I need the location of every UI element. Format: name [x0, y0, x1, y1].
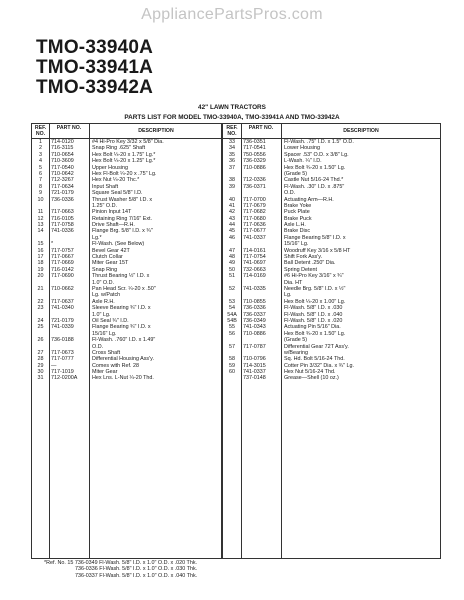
part-no-cell: 714-0169 — [243, 273, 266, 280]
ref-no-cell: 49 — [229, 260, 235, 267]
header-part-no: PART NO. — [56, 125, 82, 131]
ref-no-cell: 27 — [37, 349, 44, 356]
part-no-cell: 717-0634 — [51, 183, 74, 190]
description-cell: 15/16" Lg. — [92, 330, 117, 337]
part-no-cell: 717-0777 — [51, 356, 74, 363]
ref-no-cell: 58 — [229, 356, 235, 363]
part-no-cell: 736-0336 — [243, 305, 266, 312]
ref-no-cell: 55 — [229, 324, 235, 331]
ref-no-cell: 53 — [229, 298, 235, 305]
part-no-cell: 710-0886 — [243, 330, 266, 337]
parts-list-title: PARTS LIST FOR MODEL TMO-33940A, TMO-33941A AND TMO-33942A — [124, 114, 340, 121]
ref-no-cell: 26 — [37, 337, 44, 344]
ref-no-cell: 48 — [229, 254, 235, 261]
description-cell: (Grade 5) — [284, 170, 308, 177]
part-no-cell: 712-0200A — [51, 375, 78, 382]
ref-no-cell: 37 — [229, 164, 235, 171]
ref-no-cell: 36 — [229, 158, 235, 165]
ref-no-cell: 2 — [39, 145, 42, 152]
footnote-line: 736-0336 Fl-Wash. 5/8" I.D. x 1.0" O.D. x .030 Thk. — [75, 566, 198, 573]
description-cell: 15/16" Lg. — [284, 241, 309, 248]
part-no-cell: 717-0757 — [51, 247, 74, 254]
description-cell: Fl-Wash. (See Below) — [92, 241, 145, 248]
ref-no-cell: 52 — [229, 285, 235, 292]
part-no-cell: 717-0700 — [243, 196, 266, 203]
header-ref-no: REF. NO. — [226, 125, 238, 137]
description-cell: O.D. — [284, 190, 296, 197]
ref-no-cell: 7 — [39, 177, 42, 184]
part-no-cell: 717-0667 — [51, 254, 74, 261]
description-cell: Flange Bearing 5/8" I.D. x — [284, 234, 346, 241]
description-cell: Cross Shaft — [92, 349, 121, 356]
part-no-cell: 736-0351 — [243, 139, 266, 145]
part-no-cell: 714-3015 — [243, 362, 266, 369]
part-no-cell: 717-0680 — [243, 215, 266, 222]
footnote-line: 736-0337 Fl-Wash. 5/8" I.D. x 1.0" O.D. x .040 Thk. — [75, 572, 198, 579]
part-no-cell: 736-0336 — [51, 196, 74, 203]
part-no-cell: 717-0754 — [243, 254, 266, 261]
description-cell: Differential Housing Ass'y. — [92, 356, 154, 363]
ref-no-cell: 22 — [37, 298, 44, 305]
description-cell: Miter Gear 15T — [92, 260, 129, 267]
part-no-cell: 741-0343 — [243, 324, 266, 331]
ref-no-cell: 9 — [39, 190, 42, 197]
part-no-cell: 714-0161 — [243, 247, 266, 254]
description-cell: Shift Fork Ass'y. — [284, 254, 323, 261]
description-cell: Lg. w/Patch — [92, 292, 121, 299]
description-cell: Fl-Wash. 5/8" I.D. x .030 — [284, 305, 343, 312]
part-no-cell: 717-1019 — [51, 369, 74, 376]
ref-no-cell: 3 — [39, 151, 42, 158]
model-title: TMO-33941A — [36, 57, 154, 78]
parts-table — [31, 123, 441, 559]
description-cell: Square Seal 5/8" I.D. — [92, 190, 143, 197]
description-cell: Hex Fl-Bolt ¼-20 x .75" Lg. — [92, 170, 157, 177]
description-cell: Hex Nut ¼-20 Thc.* — [92, 177, 140, 184]
description-cell: Axle R.H. — [92, 298, 115, 305]
description-cell: 1.25" O.D. — [92, 202, 117, 209]
description-cell: Brake Disc — [284, 228, 311, 235]
ref-no-cell: 57 — [229, 343, 235, 350]
model-titles — [36, 38, 153, 98]
part-no-cell: 736-0337 — [243, 311, 266, 318]
description-cell: Differential Gear 72T Ass'y. — [284, 343, 349, 350]
description-cell: Input Shaft — [92, 183, 119, 190]
description-cell: Sleeve Bearing ¾" I.D. x — [92, 305, 151, 312]
part-no-cell: 732-0663 — [243, 266, 266, 273]
part-no-cell: 717-0758 — [51, 222, 74, 229]
part-no-cell: — — [51, 362, 57, 369]
description-cell: Lg.* — [92, 234, 102, 241]
ref-no-cell: 1 — [39, 139, 42, 145]
ref-no-cell: 43 — [229, 215, 235, 222]
part-no-cell: 741-0335 — [243, 285, 266, 292]
model-title: TMO-33940A — [36, 37, 154, 58]
description-cell: Fl-Wash. .30" I.D. x .875" — [284, 183, 345, 190]
description-cell: Fl-Wash. 5/8" I.D. x .040 — [284, 311, 343, 318]
part-no-cell: 710-0796 — [243, 356, 266, 363]
ref-no-cell: 46 — [229, 234, 235, 241]
description-cell: Puck Plate — [284, 209, 310, 216]
part-no-cell: 712-3267 — [51, 177, 74, 184]
ref-no-cell: 16 — [37, 247, 44, 254]
ref-no-cell: 18 — [37, 260, 44, 267]
description-cell: Bevel Gear 42T — [92, 247, 130, 254]
ref-no-cell: 35 — [229, 151, 235, 158]
ref-no-cell: 33 — [229, 139, 235, 145]
part-no-cell: 717-0677 — [243, 228, 266, 235]
description-cell: Lower Housing — [284, 145, 320, 152]
description-cell: Clutch Collar — [92, 254, 123, 261]
ref-no-cell: 13 — [37, 222, 44, 229]
description-cell: Thrust Bearing ½" I.D. x — [92, 273, 150, 280]
part-no-cell: 712-0336 — [243, 177, 266, 184]
ref-no-cell: 60 — [229, 369, 235, 376]
ref-no-cell: 29 — [37, 362, 44, 369]
part-no-cell: 741-0337 — [243, 234, 266, 241]
description-cell: Spacer .53" O.D. x 3/8" Lg. — [284, 151, 349, 158]
description-cell: O.D. — [92, 343, 104, 350]
part-no-cell: 717-0787 — [243, 343, 266, 350]
part-no-cell: 741-0697 — [243, 260, 266, 267]
ref-no-cell: 23 — [37, 305, 44, 312]
ref-no-cell: 19 — [37, 266, 44, 273]
description-cell: Sq. Hd. Bolt 5/16-24 Thd. — [284, 356, 345, 363]
description-cell: Cotter Pin 3/32" Dia. x ¾" Lg. — [284, 362, 355, 369]
section-title: 42" LAWN TRACTORS — [198, 104, 266, 111]
part-no-cell: 710-0855 — [243, 298, 266, 305]
description-cell: Hex Nut 5/16-24 Thd. — [284, 369, 336, 376]
description-cell: (Grade 5) — [284, 337, 308, 344]
part-no-cell: * — [51, 241, 54, 248]
part-no-cell: 750-0556 — [243, 151, 266, 158]
table-header — [32, 124, 440, 139]
part-no-cell: 710-3609 — [51, 158, 74, 165]
part-no-cell: 736-0188 — [51, 337, 74, 344]
part-no-cell: 710-0886 — [243, 164, 266, 171]
ref-no-cell: 44 — [229, 222, 235, 229]
description-cell: Needle Brg. 5/8" I.D. x ½" — [284, 285, 346, 292]
ref-no-cell: 17 — [37, 254, 44, 261]
description-cell: Hex Bolt ¼-20 x 1.25" Lg.* — [92, 158, 156, 165]
part-no-cell: 717-0541 — [243, 145, 266, 152]
ref-no-cell: 39 — [229, 183, 235, 190]
header-description: DESCRIPTION — [343, 128, 379, 134]
ref-no-cell: 34 — [229, 145, 235, 152]
description-cell: Oil Seal ¾" I.D. — [92, 317, 129, 324]
part-no-cell: 741-0336 — [51, 228, 74, 235]
ref-no-cell: 24 — [37, 317, 44, 324]
part-no-cell: 710-0642 — [51, 170, 74, 177]
description-cell: Drive Shaft—R.H. — [92, 222, 135, 229]
ref-no-cell: 30 — [37, 369, 44, 376]
table-row — [32, 375, 440, 381]
description-cell: 1.0" Lg. — [92, 311, 111, 318]
description-cell: Comes with Ref. 28 — [92, 362, 140, 369]
description-cell: Hex Lns. L-Nut ¼-20 Thd. — [92, 375, 154, 382]
part-no-cell: 741-0339 — [51, 324, 74, 331]
description-cell: Actuating Pin 5/16" Dia. — [284, 324, 341, 331]
watermark: AppliancePartsPros.com — [141, 6, 323, 23]
ref-no-cell: 56 — [229, 330, 235, 337]
description-cell: Hex Bolt ¾-20 x 1.50" Lg. — [284, 330, 346, 337]
description-cell: #6 Hi-Pro Key 3/16" x ¾" — [284, 273, 344, 280]
part-no-cell: 716-0105 — [51, 215, 74, 222]
part-no-cell: 717-0637 — [51, 298, 74, 305]
part-no-cell: 710-0654 — [51, 151, 74, 158]
part-no-cell: 710-0662 — [51, 285, 74, 292]
part-no-cell: 741-0340 — [51, 305, 74, 312]
ref-no-cell: 51 — [229, 273, 235, 280]
ref-no-cell: 5 — [39, 164, 42, 171]
ref-no-cell: 54 — [229, 305, 235, 312]
part-no-cell: 717-0540 — [51, 164, 74, 171]
description-cell: Hex Bolt ¼-20 x 1.75" Lg.* — [92, 151, 156, 158]
ref-no-cell: 6 — [39, 170, 42, 177]
part-no-cell: 736-0349 — [243, 317, 266, 324]
footnote-line: *Ref. No. 15 736-0349 Fl-Wash. 5/8" I.D. x 1.0" O.D. x .020 Thk. — [44, 560, 198, 566]
part-no-cell: 716-3115 — [51, 145, 74, 152]
part-no-cell: 717-0673 — [51, 349, 74, 356]
description-cell: Dia. HT — [284, 279, 303, 286]
ref-no-cell: 14 — [37, 228, 44, 235]
part-no-cell: 717-0663 — [51, 209, 74, 216]
description-cell: Fl-Wash. .75" I.D. x 1.5" O.D. — [284, 139, 354, 145]
ref-no-cell: 25 — [37, 324, 44, 331]
description-cell: Lg. — [284, 292, 292, 299]
description-cell: Thrust Washer 5/8" I.D. x — [92, 196, 153, 203]
ref-no-cell: 47 — [229, 247, 235, 254]
ref-no-cell: 54A — [227, 311, 237, 318]
description-cell: w/Bearing — [284, 349, 308, 356]
ref-no-cell: 10 — [37, 196, 44, 203]
part-no-cell: 721-0179 — [51, 190, 74, 197]
description-cell: Woodruff Key 3/16 x 5/8 HT — [284, 247, 351, 254]
description-cell: Ball Detent .250" Dia. — [284, 260, 336, 267]
ref-no-cell: 20 — [37, 273, 44, 280]
ref-no-cell: 28 — [37, 356, 44, 363]
part-no-cell: 716-0142 — [51, 266, 74, 273]
description-cell: Axle L.H. — [284, 222, 306, 229]
description-cell: Flange Bearing ¾" I.D. x — [92, 324, 151, 331]
ref-no-cell: 12 — [37, 215, 44, 222]
description-cell: Spring Detent — [284, 266, 317, 273]
ref-no-cell: 8 — [39, 183, 42, 190]
description-cell: Retaining Ring 7/16" Ext. — [92, 215, 153, 222]
part-no-cell: 737-0148 — [243, 375, 266, 382]
ref-no-cell: 54B — [227, 317, 237, 324]
part-no-cell: 717-0690 — [51, 273, 74, 280]
ref-no-cell: 4 — [39, 158, 42, 165]
part-no-cell: 717-0682 — [243, 209, 266, 216]
ref-no-cell: 50 — [229, 266, 235, 273]
ref-no-cell: 40 — [229, 196, 235, 203]
ref-no-cell: 15 — [37, 241, 44, 248]
description-cell: Fl-Wash. 5/8" I.D. x .020 — [284, 317, 343, 324]
ref-no-cell: 42 — [229, 209, 235, 216]
description-cell: #4 Hi-Pro Key 3/32 x 5/8" Dia. — [92, 139, 164, 145]
ref-no-cell: 21 — [37, 285, 44, 292]
description-cell: Miter Gear — [92, 369, 118, 376]
description-cell: Snap Ring — [92, 266, 118, 273]
part-no-cell: 736-0329 — [243, 158, 266, 165]
part-no-cell: 736-0371 — [243, 183, 266, 190]
description-cell: Brake Yoke — [284, 202, 312, 209]
part-no-cell: 721-0179 — [51, 317, 74, 324]
description-cell: 1.0" O.D. — [92, 279, 114, 286]
ref-no-cell: 41 — [229, 202, 235, 209]
ref-no-cell: 11 — [37, 209, 44, 216]
description-cell: Grease—Shell (10 oz.) — [284, 375, 339, 382]
description-cell: Brake Puck — [284, 215, 312, 222]
part-no-cell: 717-0636 — [243, 222, 266, 229]
description-cell: L-Wash. ¼" I.D. — [284, 158, 322, 165]
ref-no-cell: 31 — [37, 375, 44, 382]
header-ref-no: REF. NO. — [34, 125, 47, 137]
description-cell: Hex Bolt ¾-20 x 1.50" Lg. — [284, 164, 346, 171]
ref-no-cell: 59 — [229, 362, 235, 369]
part-no-cell: 717-0679 — [243, 202, 266, 209]
description-cell: Flange Brg. 5/8" I.D. x ¾" — [92, 228, 153, 235]
description-cell: Castle Nut 5/16-24 Thd.* — [284, 177, 344, 184]
model-title: TMO-33942A — [36, 77, 154, 98]
part-no-cell: 714-0120 — [51, 139, 74, 145]
description-cell: Fl-Wash. .760" I.D. x 1.49" — [92, 337, 156, 344]
part-no-cell: 717-0669 — [51, 260, 74, 267]
description-cell: Pinion Input 14T — [92, 209, 132, 216]
footnotes — [44, 560, 197, 579]
part-no-cell: 741-0337 — [243, 369, 266, 376]
ref-no-cell: 38 — [229, 177, 235, 184]
description-cell: Actuating Arm—R.H. — [284, 196, 334, 203]
header-description: DESCRIPTION — [138, 128, 174, 134]
table-body — [32, 139, 440, 382]
description-cell: Snap Ring .625" Shaft — [92, 145, 146, 152]
description-cell: Hex Bolt ¼-20 x 1.00" Lg. — [284, 298, 346, 305]
ref-no-cell: 45 — [229, 228, 235, 235]
description-cell: Upper Housing — [92, 164, 128, 171]
header-part-no: PART NO. — [248, 125, 274, 131]
description-cell: Pan Head Scr. ¼-20 x .50" — [92, 285, 156, 292]
